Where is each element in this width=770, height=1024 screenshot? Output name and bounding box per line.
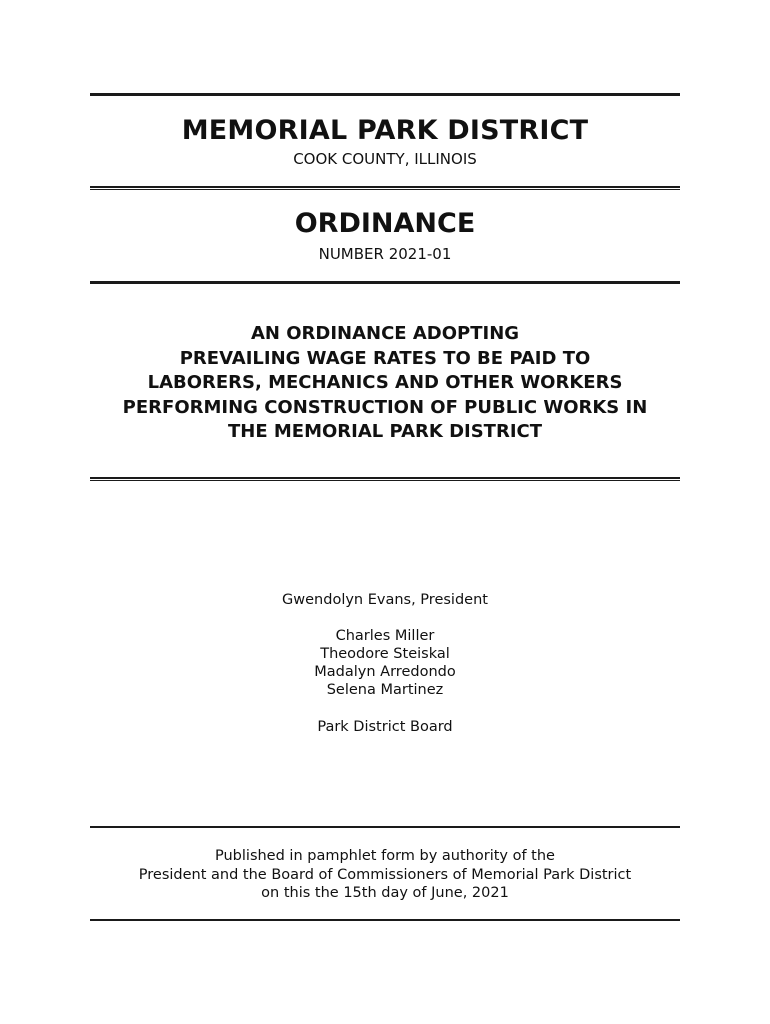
- rule-after-header: [90, 186, 680, 190]
- top-rule: [90, 93, 680, 96]
- publication-notice: [0, 847, 770, 903]
- rule-after-number: [90, 281, 680, 284]
- publication-line: President and the Board of Commissioners of Memorial Park District: [138, 866, 632, 883]
- rule-before-publication: [90, 826, 680, 828]
- publication-line: Published in pamphlet form by authority of the: [215, 848, 555, 864]
- board-member: Charles Miller: [335, 628, 435, 644]
- ordinance-title-line: THE MEMORIAL PARK DISTRICT: [227, 421, 543, 442]
- board-member: Selena Martinez: [326, 682, 444, 698]
- ordinance-title-line: AN ORDINANCE ADOPTING: [250, 323, 520, 344]
- ordinance-title: [0, 322, 770, 445]
- ordinance-title-line: PREVAILING WAGE RATES TO BE PAID TO: [179, 347, 591, 369]
- district-location: COOK COUNTY, ILLINOIS: [293, 150, 477, 168]
- board-president: Gwendolyn Evans, President: [282, 592, 488, 608]
- ordinance-title-line: PERFORMING CONSTRUCTION OF PUBLIC WORKS IN: [122, 396, 648, 418]
- publication-line: on this the 15th day of June, 2021: [261, 885, 509, 901]
- board-member: Madalyn Arredondo: [314, 664, 456, 680]
- bottom-rule: [90, 919, 680, 921]
- rule-after-title: [90, 477, 680, 481]
- board-members: [0, 627, 770, 699]
- board-label: Park District Board: [317, 719, 453, 735]
- ordinance-number: NUMBER 2021-01: [318, 245, 452, 263]
- ordinance-title-line: LABORERS, MECHANICS AND OTHER WORKERS: [147, 372, 623, 393]
- board-member: Theodore Steiskal: [320, 646, 450, 662]
- ordinance-heading: ORDINANCE: [294, 208, 476, 239]
- district-name: MEMORIAL PARK DISTRICT: [181, 115, 589, 146]
